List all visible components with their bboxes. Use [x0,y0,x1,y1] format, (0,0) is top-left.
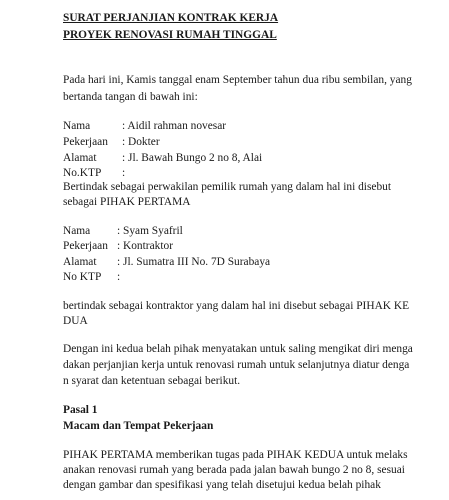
agreement-line-2: dakan perjanjian kerja untuk renovasi rumah untuk selanjutnya diatur denga [63,359,410,371]
pasal-1-title: Macam dan Tempat Pekerjaan [63,420,214,432]
party1-role-line-1: Bertindak sebagai perwakilan pemilik rumah yang dalam hal ini disebut [63,181,392,193]
agreement-line-1: Dengan ini kedua belah pihak menyatakan untuk saling mengikat diri menga [63,343,413,355]
party2-address-label: Alamat [63,256,97,268]
party1-name-value: : Aidil rahman novesar [122,120,227,132]
intro-line-2: bertanda tangan di bawah ini: [63,91,198,103]
pasal-1-body-line-3: dengan gambar dan spesifikasi yang telah disetujui kedua belah pihak [63,479,381,491]
party1-ktp-value: : [122,167,126,179]
document-title-line-2: PROYEK RENOVASI RUMAH TINGGAL [63,29,277,41]
agreement-line-3: n syarat dan ketentuan sebagai berikut. [63,375,241,387]
party1-name-label: Nama [63,120,91,132]
party2-name-value: : Syam Syafril [117,225,183,237]
party1-address-value: : Jl. Bawah Bungo 2 no 8, Alai [122,152,263,164]
document-title-line-1: SURAT PERJANJIAN KONTRAK KERJA [63,12,279,24]
pasal-1-number: Pasal 1 [63,404,98,416]
party1-job-value: : Dokter [122,136,160,148]
party2-role-line-2: DUA [63,315,88,327]
pasal-1-body-line-2: anakan renovasi rumah yang berada pada jalan bawah bungo 2 no 8, sesuai [63,464,405,476]
party2-name-label: Nama [63,225,91,237]
party2-address-value: : Jl. Sumatra III No. 7D Surabaya [117,256,271,268]
party2-ktp-value: : [117,271,121,283]
party1-address-label: Alamat [63,152,97,164]
party1-job-label: Pekerjaan [63,136,108,148]
intro-line-1: Pada hari ini, Kamis tanggal enam September tahun dua ribu sembilan, yang [63,74,412,86]
party2-job-label: Pekerjaan [63,240,108,252]
party1-role-line-2: sebagai PIHAK PERTAMA [63,196,191,208]
pasal-1-body-line-1: PIHAK PERTAMA memberikan tugas pada PIHAK KEDUA untuk melaks [63,449,408,461]
party2-role-line-1: bertindak sebagai kontraktor yang dalam hal ini disebut sebagai PIHAK KE [63,300,410,312]
party1-ktp-label: No.KTP [63,167,102,179]
party2-ktp-label: No KTP [63,271,102,283]
party2-job-value: : Kontraktor [117,240,173,252]
